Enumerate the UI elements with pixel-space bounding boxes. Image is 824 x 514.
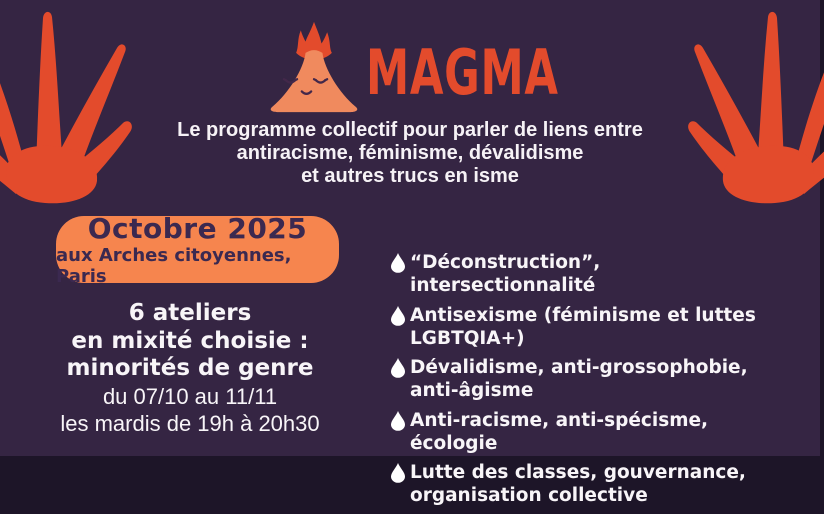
- drop-icon: [391, 411, 405, 431]
- workshop-format-line: en mixité choisie :: [71, 327, 309, 354]
- drop-icon: [391, 306, 405, 326]
- topic-item: [391, 251, 801, 297]
- drop-icon: [391, 463, 405, 483]
- workshop-date-range: du 07/10 au 11/11: [102, 383, 278, 409]
- topic-item: [391, 304, 801, 350]
- date-box: [56, 211, 339, 287]
- event-date: Octobre 2025: [87, 211, 308, 245]
- workshop-details: [10, 300, 370, 438]
- topic-label: “Déconstruction”, intersectionnalité: [410, 252, 601, 296]
- topic-label: Anti-racisme, anti-spécisme, écologie: [410, 409, 709, 454]
- event-venue: aux Arches citoyennes, Paris: [56, 244, 292, 287]
- topic-item: [391, 409, 801, 455]
- tagline-line-1: Le programme collectif pour parler de liens entre: [177, 119, 643, 141]
- topic-label: Lutte des classes, gouvernance, organisation collective: [410, 462, 746, 506]
- tagline-line-2: antiracisme, féminisme, dévalidisme: [236, 142, 584, 164]
- topic-label: Antisexisme (féminisme et luttes LGBTQIA+): [410, 304, 756, 349]
- topic-item: [391, 461, 801, 507]
- volcano-mascot-icon: [263, 20, 365, 114]
- workshop-count: 6 ateliers: [128, 300, 252, 326]
- workshop-audience-line: minorités de genre: [66, 355, 314, 381]
- topics-list: [391, 251, 801, 514]
- topic-label: Dévalidisme, anti-grossophobie, anti-âgisme: [410, 357, 748, 401]
- topic-item: [391, 356, 801, 402]
- workshop-time-slot: les mardis de 19h à 20h30: [60, 411, 320, 436]
- tagline-line-3: et autres trucs en isme: [301, 165, 519, 187]
- drop-icon: [391, 358, 405, 378]
- brand-title: MAGMA: [366, 36, 559, 109]
- tagline: [0, 119, 820, 188]
- drop-icon: [391, 253, 405, 273]
